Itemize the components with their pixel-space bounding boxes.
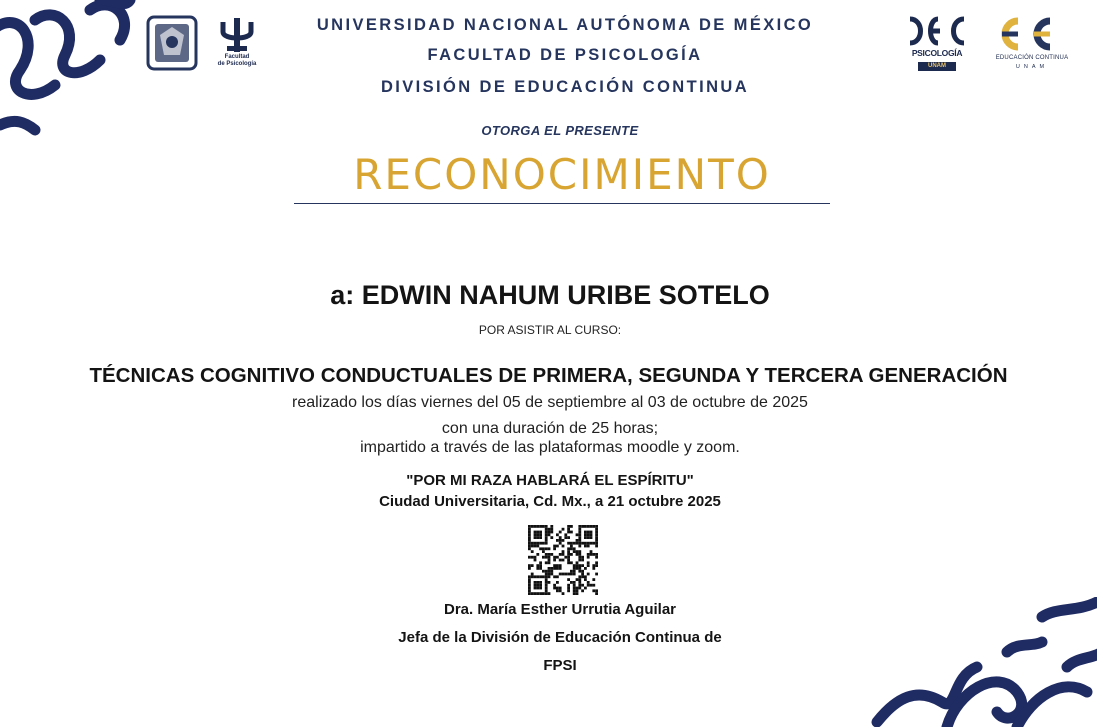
signatory-role: Jefa de la División de Educación Continua de	[398, 629, 722, 646]
attendance-label: POR ASISTIR AL CURSO:	[478, 323, 622, 337]
signatory-role-continued: FPSI	[543, 657, 577, 674]
decorative-swirl-bottom-right	[857, 597, 1097, 727]
educacion-continua-logo-text: EDUCACIÓN CONTINUA	[995, 55, 1069, 61]
certificate-intro: OTORGA EL PRESENTE	[481, 123, 639, 138]
psi-icon	[209, 16, 265, 54]
dec-psicologia-logo	[904, 15, 970, 77]
university-motto: "POR MI RAZA HABLARÁ EL ESPÍRITU"	[406, 472, 694, 489]
course-duration: con una duración de 25 horas;	[441, 420, 659, 437]
educacion-continua-icon	[988, 15, 1076, 53]
dec-logo-text: PSICOLOGÍA	[911, 48, 963, 58]
verification-qr-code	[528, 525, 598, 595]
faculty-name: FACULTAD DE PSICOLOGÍA	[427, 46, 703, 64]
decorative-swirl-top-left	[0, 0, 150, 150]
course-platforms: impartido a través de las plataformas moodle y zoom.	[360, 439, 740, 456]
dec-logo-subtext: UNAM	[918, 62, 956, 71]
educacion-continua-logo	[988, 15, 1076, 77]
institution-name: UNIVERSIDAD NACIONAL AUTÓNOMA DE MÉXICO	[316, 16, 814, 34]
facultad-psicologia-logo	[209, 16, 265, 72]
unam-seal-logo	[146, 15, 198, 71]
recipient-name: a: EDWIN NAHUM URIBE SOTELO	[330, 280, 770, 310]
course-title: TÉCNICAS COGNITIVO CONDUCTUALES DE PRIMERA, SEGUNDA Y TERCERA GENERACIÓN	[89, 364, 1008, 387]
facultad-psicologia-logo-text: Facultad de Psicología	[217, 54, 257, 67]
dec-logo-icon	[904, 15, 970, 47]
educacion-continua-logo-subtext: UNAM	[1015, 64, 1049, 70]
signatory-name: Dra. María Esther Urrutia Aguilar	[443, 601, 676, 618]
certificate-title: RECONOCIMIENTO	[353, 150, 771, 199]
division-name: DIVISIÓN DE EDUCACIÓN CONTINUA	[380, 78, 750, 96]
course-dates: realizado los días viernes del 05 de septiembre al 03 de octubre de 2025	[292, 394, 808, 411]
title-underline	[294, 203, 830, 204]
place-and-date: Ciudad Universitaria, Cd. Mx., a 21 octubre 2025	[379, 493, 721, 510]
